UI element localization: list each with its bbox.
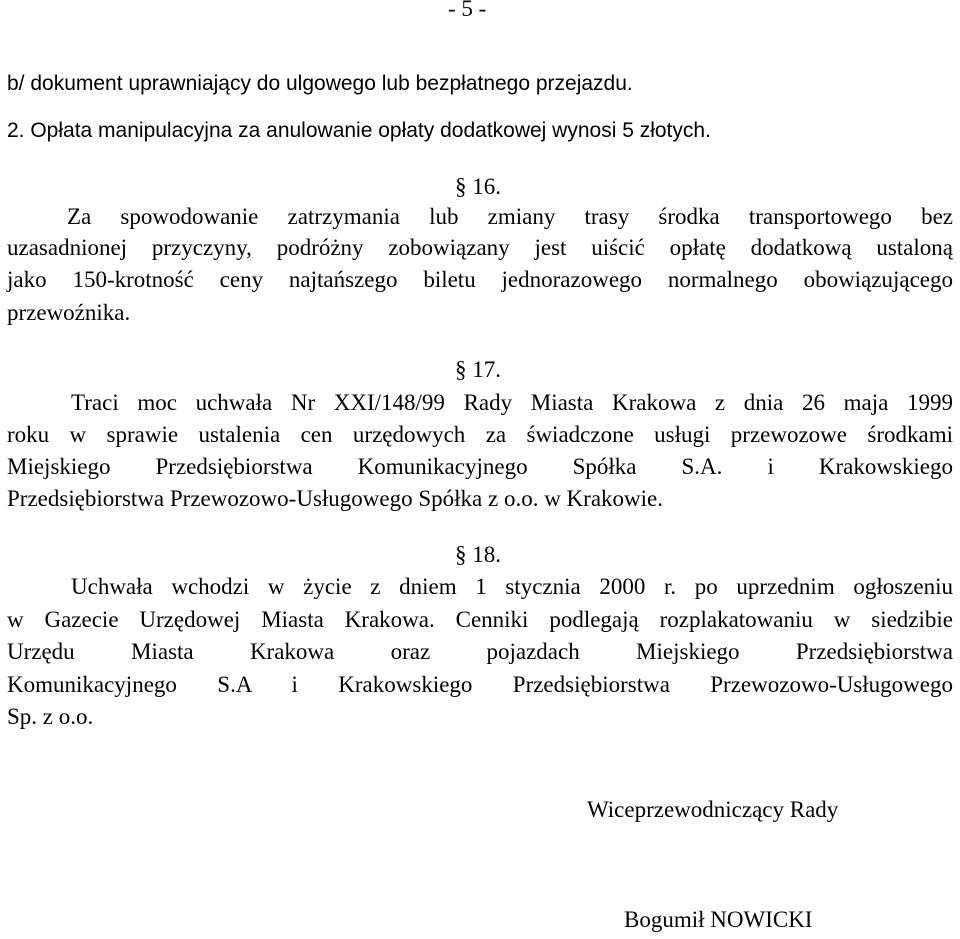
intro-line-b: b/ dokument uprawniający do ulgowego lub bezpłatnego przejazdu.	[7, 72, 633, 95]
section-17-heading: § 17.	[455, 357, 501, 382]
section-17-line-4: Przedsiębiorstwa Przewozowo-Usługowego Spółka z o.o. w Krakowie.	[7, 486, 663, 511]
page-number: - 5 -	[448, 0, 487, 21]
section-16-line-3: jako 150-krotność ceny najtańszego biletu jednorazowego normalnego obowiązującego	[7, 267, 953, 292]
section-18-heading: § 18.	[455, 542, 501, 567]
section-17-line-2: roku w sprawie ustalenia cen urzędowych za świadczone usługi przewozowe środkami	[7, 422, 953, 447]
section-18-line-1: Uchwała wchodzi w życie z dniem 1 stycznia 2000 r. po uprzednim ogłoszeniu	[71, 574, 953, 599]
section-16-line-2: uzasadnionej przyczyny, podróżny zobowiązany jest uiścić opłatę dodatkową ustaloną	[7, 235, 953, 260]
section-17-line-1: Traci moc uchwała Nr XXI/148/99 Rady Miasta Krakowa z dnia 26 maja 1999	[71, 390, 953, 415]
section-17-line-3: Miejskiego Przedsiębiorstwa Komunikacyjnego Spółka S.A. i Krakowskiego	[7, 454, 953, 479]
section-16-line-1: Za spowodowanie zatrzymania lub zmiany trasy środka transportowego bez	[67, 204, 953, 229]
section-18-line-3: Urzędu Miasta Krakowa oraz pojazdach Miejskiego Przedsiębiorstwa	[7, 639, 953, 664]
section-18-line-5: Sp. z o.o.	[7, 704, 94, 729]
signature-role: Wiceprzewodniczący Rady	[587, 797, 839, 822]
signature-name: Bogumił NOWICKI	[624, 907, 813, 932]
section-18-line-4: Komunikacyjnego S.A i Krakowskiego Przedsiębiorstwa Przewozowo-Usługowego	[7, 672, 953, 697]
intro-line-2: 2. Opłata manipulacyjna za anulowanie opłaty dodatkowej wynosi 5 złotych.	[7, 119, 711, 142]
section-16-line-4: przewoźnika.	[7, 300, 131, 325]
section-18-line-2: w Gazecie Urzędowej Miasta Krakowa. Cenniki podlegają rozplakatowaniu w siedzibie	[7, 607, 953, 632]
section-16-heading: § 16.	[455, 174, 501, 199]
